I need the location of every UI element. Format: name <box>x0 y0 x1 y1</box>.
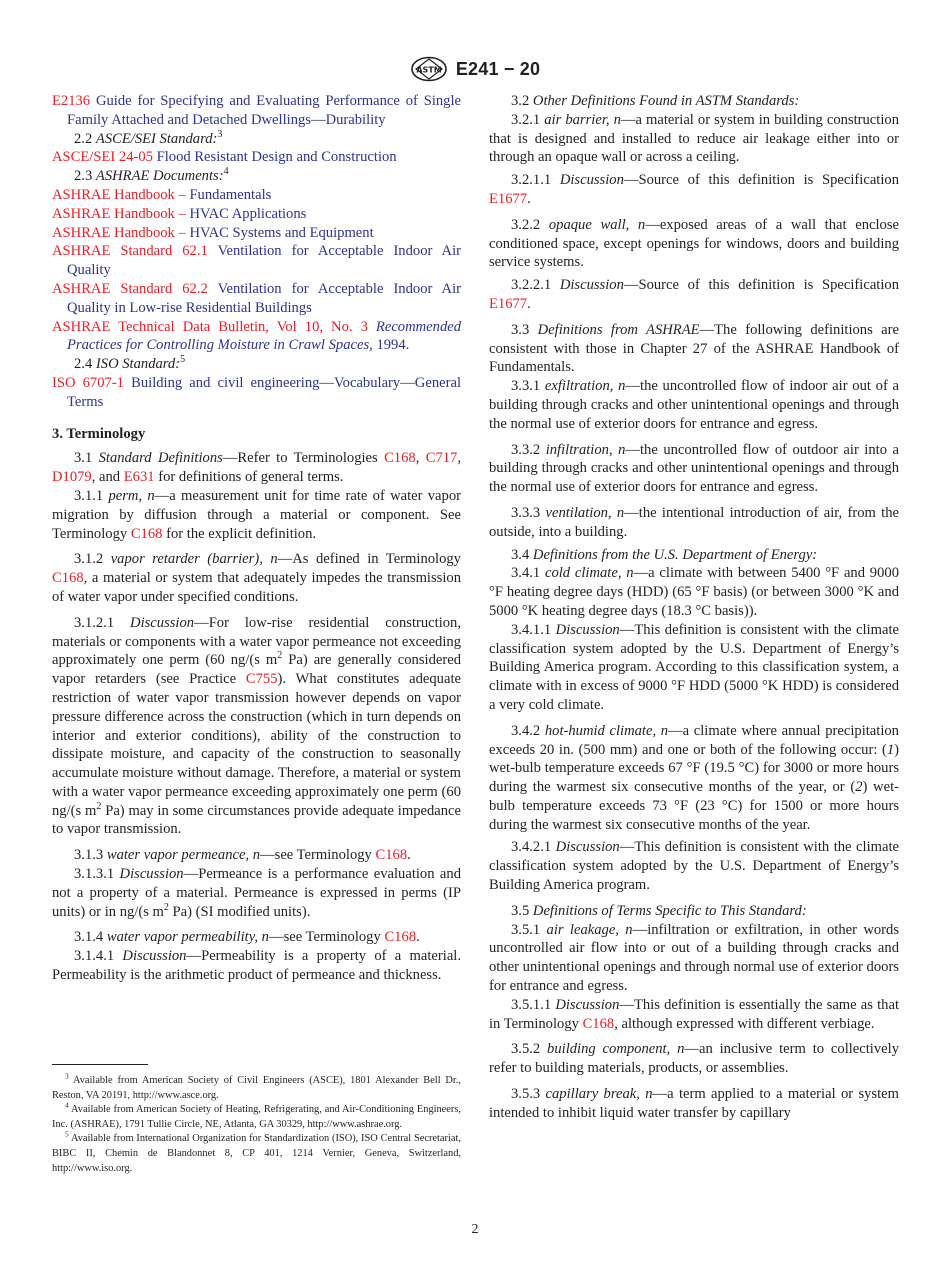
link-e631[interactable]: E631 <box>123 469 155 486</box>
paragraph-3-4-2: 3.4.2 hot-humid climate, n—a climate where annual precipitation exceeds 20 in. (500 mm) and one or both of the following occur: (1) wet-bulb temperature exceeds 67 °F (19.5 °C) for 3000 or more hours during the warmest six consecutive months of the year, or (2) wet-bulb temperature exceeds 73 °F (23 °C) for 1500 or more hours during the warmest six consecutive months of the year. <box>489 722 899 833</box>
paragraph-3-2-2-1: 3.2.2.1 Discussion—Source of this definition is Specification E1677. <box>489 277 900 312</box>
reference-code[interactable]: ASHRAE Handbook – <box>52 224 186 241</box>
reference-code[interactable]: ISO 6707-1 <box>52 374 124 391</box>
reference-ashrae <box>52 280 461 318</box>
link-c755[interactable]: C755 <box>245 671 278 688</box>
svg-text:ASTM: ASTM <box>416 65 442 75</box>
paragraph-3-4: 3.4 Definitions from the U.S. Department of Energy: <box>511 546 818 563</box>
paragraph-3-4-1-1: 3.4.1.1 Discussion—This definition is consistent with the climate classification system adopted by the U.S. Department of Energy’s Building America program. According to this classification system, a climate with in excess of 9000 °F HDD (5000 °K HDD) is considered a very cold climate. <box>489 621 899 713</box>
footnotes <box>52 1071 461 1176</box>
paragraph-3-1-4-1: 3.1.4.1 Discussion—Permeability is a property of a material. Permeability is the arithmetic product of permeance and thickness. <box>52 948 462 984</box>
link-c168[interactable]: C168 <box>375 847 408 864</box>
link-e1677[interactable]: E1677 <box>489 190 528 207</box>
reference-ashrae <box>52 242 461 280</box>
link-c168[interactable]: C168 <box>384 929 417 946</box>
paragraph-3-1: 3.1 Standard Definitions—Refer to Terminologies C168, C717, D1079, and E631 for definitions of general terms. <box>52 450 461 486</box>
link-c168[interactable]: C168 <box>582 1015 615 1032</box>
reference-ashrae <box>52 224 461 243</box>
section-2-3: 2.3 ASHRAE Documents:$^4$ <box>74 166 229 185</box>
paragraph-3-2-1: 3.2.1 air barrier, n—a material or system in building construction that is designed and installed to reduce air leakage either into or through an opaque wall or across a ceiling. <box>489 111 899 166</box>
reference-e2136 <box>52 92 461 130</box>
paragraph-3-2: 3.2 Other Definitions Found in ASTM Standards: <box>511 93 800 109</box>
footnote-mark[interactable]: 3 <box>217 128 223 140</box>
reference-title[interactable]: Flood Resistant Design and Construction <box>156 149 397 166</box>
link-e1677[interactable]: E1677 <box>489 295 528 312</box>
paragraph-3-5-1: 3.5.1 air leakage, n—infiltration or exfiltration, in other words uncontrolled air flow into or out of a building through cracks and other unintentional openings and through normal use of exterior doors for entrance and egress. <box>489 921 900 995</box>
paragraph-3-4-2-1: 3.4.2.1 Discussion—This definition is consistent with the climate classification system adopted by the U.S. Department of Energy’s Building America program. <box>489 839 899 894</box>
paragraph-3-3: 3.3 Definitions from ASHRAE—The following definitions are consistent with those in Chapter 27 of the ASHRAE Handbook of Fundamentals. <box>489 321 899 376</box>
reference-asce <box>52 148 461 167</box>
reference-iso <box>52 374 461 412</box>
link-d1079[interactable]: D1079 <box>52 469 92 486</box>
standard-designation: E241 − 20 <box>455 58 541 79</box>
paragraph-3-5: 3.5 Definitions of Terms Specific to This Standard: <box>511 902 807 919</box>
reference-code[interactable]: ASHRAE Handbook – <box>52 186 186 203</box>
footnote-mark[interactable]: 5 <box>180 354 186 366</box>
link-c168[interactable]: C168 <box>52 570 84 587</box>
reference-title[interactable]: Ventilation for Acceptable Indoor Air Quality <box>67 243 462 279</box>
reference-code[interactable]: ASCE/SEI 24-05 <box>52 149 153 166</box>
footnote-divider <box>52 1064 148 1065</box>
footnote-mark[interactable]: 4 <box>223 166 229 178</box>
link-c168[interactable]: C168 <box>384 450 416 467</box>
footnote: $^3$ Available from American Society of Civil Engineers (ASCE), 1801 Alexander Bell Dr., Reston, VA 20191, http://www.asce.org. <box>52 1071 461 1101</box>
paragraph-3-1-1: 3.1.1 perm, n—a measurement unit for time rate of water vapor migration by diffusion through a material or component. See Terminology C168 for the explicit definition. <box>52 487 461 542</box>
link-c717[interactable]: C717 <box>425 450 458 467</box>
reference-title[interactable]: Guide for Specifying and Evaluating Performance of Single Family Attached and Detached Dwellings—Durability <box>67 93 461 128</box>
reference-title[interactable]: HVAC Systems and Equipment <box>189 224 374 241</box>
reference-code[interactable]: ASHRAE Standard 62.1 <box>52 243 208 260</box>
paragraph-3-2-2: 3.2.2 opaque wall, n—exposed areas of a wall that enclose conditioned space, except openings for windows, doors and building service systems. <box>489 216 899 271</box>
paragraph-3-2-1-1: 3.2.1.1 Discussion—Source of this definition is Specification E1677. <box>489 172 900 207</box>
reference-ashrae <box>52 186 461 205</box>
reference-title[interactable]: Recommended Practices for Controlling Moisture in Crawl Spaces, <box>67 318 462 354</box>
reference-title[interactable]: Ventilation for Acceptable Indoor Air Quality in Low-rise Residential Buildings <box>67 280 462 316</box>
reference-ashrae <box>52 205 461 224</box>
paragraph-3-3-1: 3.3.1 exfiltration, n—the uncontrolled flow of indoor air out of a building through cracks and other unintentional openings and through the normal use of exterior doors for entrance and egress. <box>489 378 899 432</box>
paragraph-3-5-1-1: 3.5.1.1 Discussion—This definition is essentially the same as that in Terminology C168, although expressed with different verbiage. <box>489 996 899 1032</box>
left-column <box>52 92 461 985</box>
paragraph-3-5-3: 3.5.3 capillary break, n—a term applied to a material or system intended to inhibit liquid water transfer by capillary <box>489 1086 899 1121</box>
section-2-2: 2.2 ASCE/SEI Standard:$^3$ <box>74 128 223 147</box>
paragraph-3-1-3: 3.1.3 water vapor permeance, n—see Terminology C168. <box>74 847 411 864</box>
paragraph-3-5-2: 3.5.2 building component, n—an inclusive term to collectively refer to building materials, products, or assemblies. <box>489 1041 899 1077</box>
paragraph-3-1-4: 3.1.4 water vapor permeability, n—see Terminology C168. <box>74 929 420 946</box>
reference-title[interactable]: Fundamentals <box>189 186 272 203</box>
right-column <box>489 92 899 1123</box>
page-number: 2 <box>471 1222 479 1237</box>
reference-code[interactable]: E2136 <box>52 93 91 109</box>
section-2-4: 2.4 ISO Standard:$^5$ <box>74 354 186 373</box>
reference-title[interactable]: HVAC Applications <box>189 205 307 222</box>
paragraph-3-1-3-1: 3.1.3.1 Discussion—Permeance is a performance evaluation and not a property of a material. Permeance is expressed in perms (IP units) or in ng/(s $m^2$ Pa) (SI modified units). <box>52 866 461 920</box>
reference-title[interactable]: Building and civil engineering—Vocabulary—General Terms <box>67 374 461 410</box>
reference-code[interactable]: ASHRAE Handbook – <box>52 205 186 222</box>
paragraph-3-1-2-1: 3.1.2.1 Discussion—For low-rise residential construction, materials or components with a water vapor permeance not exceeding approximately one perm (60 ng/(s $m^2$ Pa) are generally considered vapor retarders (see Practice C755). What constitutes adequate restriction of water vapor transmission however depends on vapor pressure difference across the construction (which in turn depends on interior and exterior conditions), ability of the construction to dissipate moisture, and capacity of the construction to seasonally accumulate moisture without damage. Therefore, a material or system with a water vapor permeance exceeding approximately one perm (60 ng/(s $m^2$ Pa) may in some circumstances provide adequate impedance to vapor transmission. <box>52 614 462 838</box>
page-header <box>0 56 950 82</box>
section-heading-terminology: 3. Terminology <box>52 425 146 442</box>
paragraph-3-4-1: 3.4.1 cold climate, n—a climate with between 5400 °F and 9000 °F heating degree days (HDD) (65 °F basis) (or between 3000 °K and 5000 °K heating degree days (18.3 °C basis)). <box>489 565 899 619</box>
footnote: $^4$ Available from American Society of Heating, Refrigerating, and Air-Conditioning Engineers, Inc. (ASHRAE), 1791 Tullie Circle, NE, Atlanta, GA 30329, http://www.ashrae.org. <box>52 1100 461 1130</box>
astm-logo-icon <box>410 56 448 82</box>
link-c168[interactable]: C168 <box>130 525 163 542</box>
reference-code[interactable]: ASHRAE Standard 62.2 <box>52 280 208 297</box>
paragraph-3-3-2: 3.3.2 infiltration, n—the uncontrolled flow of outdoor air into a building through cracks and other unintentional openings and through the normal use of exterior doors for entrance and egress. <box>489 441 899 496</box>
paragraph-3-1-2: 3.1.2 vapor retarder (barrier), n—As defined in Terminology C168, a material or system that adequately impedes the transmission of water vapor under specified conditions. <box>52 551 461 605</box>
reference-ashrae-bulletin: ASHRAE Technical Data Bulletin, Vol 10, No. 3 Recommended Practices for Controlling Moisture in Crawl Spaces, 1994. <box>52 318 462 354</box>
reference-code[interactable]: ASHRAE Technical Data Bulletin, Vol 10, No. 3 <box>52 318 368 335</box>
footnote: $^5$ Available from International Organization for Standardization (ISO), ISO Central Secretariat, BIBC II, Chemin de Blandonnet 8, CP 401, 1214 Vernier, Geneva, Switzerland, http://www.iso.org. <box>52 1129 461 1174</box>
paragraph-3-3-3: 3.3.3 ventilation, n—the intentional introduction of air, from the outside, into a building. <box>489 504 899 540</box>
